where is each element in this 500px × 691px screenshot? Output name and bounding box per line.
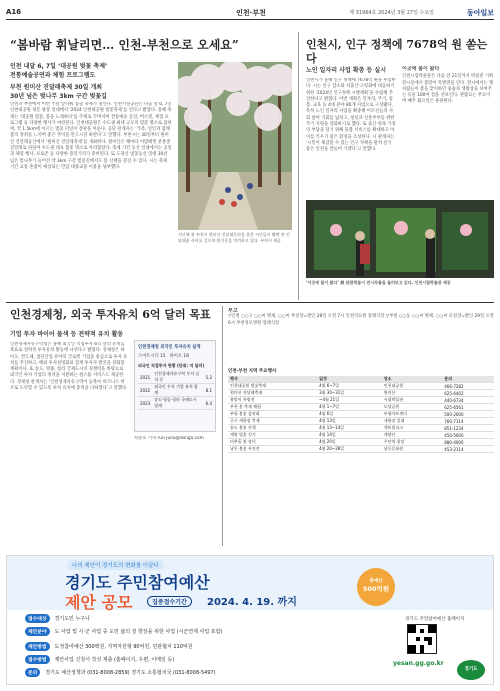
ad-row-value: 경기도 예산정책과 (031-8008-2859) 경기도 소통협치국 (031-8008-5497): [45, 670, 216, 676]
ad-row-label: 접수방법: [25, 655, 50, 664]
article3-body: 인천경제자유구역청은 올해 외국인 직접투자 6억 달러 유치를 목표로 전략적 투자유치 활동에 나선다고 밝혔다. 경제청은 바이오, 반도체, 첨단산업 분야의 글로벌 기업을 중심으로 투자 유치를 추진하고, 해외 투자설명회와 잠재 투자자 발굴을 강화할 계획이다. 또 송도, 영종, 청라 국제도시의 경쟁력을 바탕으로 외국인 투자 기업의 정착을 지원하는 원스톱 서비스도 제공한다. 경제청 관계자는 ‘인천경제자유구역이 동북아 비즈니스 허브로 도약할 수 있도록 투자 유치에 총력을 다하겠다’고 말했다.: [10, 342, 128, 392]
article3-headline: 인천경제청, 외국 투자유치 6억 달러 목표: [10, 308, 211, 321]
info-desc: 외국인 투자 기업 유치 합계: [152, 384, 203, 397]
table-cell: 계양산: [382, 432, 442, 439]
exhibition-photo: [306, 200, 494, 278]
obituaries: [228, 308, 494, 356]
info-box-stats: [135, 353, 215, 359]
table-row: [228, 418, 494, 425]
ad-row: [25, 642, 193, 651]
table-cell: 625-6561: [442, 404, 494, 411]
info-year: 2021: [138, 371, 152, 384]
table-cell: 시립박물관: [382, 397, 442, 404]
ad-row-value: 제안사업 신청서 작성 제출 (홈페이지, 우편, 이메일 등): [54, 657, 175, 663]
news-brief-body: 인천시립박물관은 다음 달 21일까지 박물관 기획전시실에서 봄맞이 특별전을 연다. 전시에서는 옛 사람들이 봄을 맞이하던 풍습과 생활상을 보여주는 유물 100여 점을 선보인다. 관람료는 무료이며 매주 월요일은 휴관한다.: [402, 74, 494, 105]
table-cell: 도당공원: [382, 404, 442, 411]
table-cell: 500-2000: [442, 411, 494, 418]
ad-badge-amount: 500억원: [362, 585, 390, 593]
info-value: 5.2: [204, 371, 214, 384]
table-cell: 남동문화원: [382, 446, 442, 453]
table-row: [228, 425, 494, 432]
info-desc: 인천경제자유구역 투자 실적 등: [152, 371, 203, 384]
table-cell: 미추홀 봄 장터: [228, 439, 317, 446]
article2-headline: 인천시, 인구 정책에 7678억 원 쏟는다: [306, 38, 488, 65]
advertisement: [6, 555, 494, 685]
ad-row: [25, 614, 90, 623]
ad-badge-label: 총예산: [369, 579, 383, 584]
table-header: 일정: [317, 376, 382, 383]
ad-title-line1: 경기도 주민참여예산: [65, 573, 210, 592]
events-table-block: [228, 368, 494, 453]
info-stat: 바이오 18: [169, 354, 189, 359]
issue-date: 제 31964호 2024년 3월 27일 수요일: [349, 10, 434, 16]
article2-subhead: 노인 일자리 사업 확충 등 실시: [306, 67, 386, 74]
table-cell: 부평아트센터: [382, 411, 442, 418]
qr-code-icon[interactable]: [407, 624, 437, 654]
page-number: A16: [6, 8, 22, 16]
table-row: [228, 397, 494, 404]
table-row: [228, 439, 494, 446]
ad-title-line2: 제안 공모: [65, 593, 133, 612]
table-cell: 인천대공원 벚꽃축제: [228, 383, 317, 390]
section-divider: [6, 302, 494, 303]
obituaries-body: ▽인천 ○○구 ○○씨 별세, ○○씨 부친상=발인 28일 오전 7시 인천의료원 장례식장 ▽부천 ○○동 ○○씨 별세, ○○씨 모친상=발인 29일 오전 6시 부천성모병원 장례식장: [228, 314, 494, 326]
ad-tagline: 나의 제안이 경기도의 변화를 이끌다: [67, 560, 164, 570]
table-cell: 453-2114: [442, 446, 494, 453]
info-value: 6.4: [204, 397, 214, 410]
ad-row-label: 제안분야: [25, 627, 50, 636]
article3-subhead: 기업 투자 바이어 물색 등 전략적 유치 활동: [10, 331, 124, 338]
table-cell: 부천 꽃 축제 체험: [228, 404, 317, 411]
events-table: [228, 376, 494, 453]
investment-info-box: [134, 340, 216, 432]
article1-body: 인천과 부천에서 이번 주말 앞다퉈 봄꽃 축제가 열린다. 인천시설공단은 다음 달 6, 7일 인천대공원 정문 광장 일대에서 ‘2024 인천대공원 벚꽃축제’를 연다고 밝혔다. 올해 축제는 ‘대공원 벚꽃, 봄을 노래하다’를 주제로 꾸며지며 전통예술 공연, 버스킹, 체험 프로그램 등 다양한 행사가 마련된다. 인천대공원은 수도권 최대 규모의 벚꽃 명소로 꼽히며, 약 1.5km에 이르는 벚꽃 터널이 장관을 이룬다. 공단 관계자는 ‘가족, 연인과 함께 봄의 정취를 느끼며 좋은 추억을 만드시길 바란다’고 말했다. 부천시는 30일부터 원미산 진달래동산에서 ‘원미산 진달래축제’를 개최한다. 원미산은 해마다 이맘때면 분홍빛 진달래로 뒤덮여 수도권 대표 봄꽃 명소로 자리잡았다. 축제 기간 동산 일대에서는 공연과 체험 행사, 포토존 등 다양한 즐길거리가 준비된다. 또 도당산 벚꽃동산 일대 30년 넘은 벚나무가 늘어선 약 3km 구간 벚꽃길에서도 봄 산책을 즐길 수 있다. 시는 축제 기간 교통 혼잡이 예상되는 만큼 대중교통 이용을 당부했다.: [10, 102, 172, 170]
ad-row: [25, 655, 174, 664]
ad-budget-badge: [357, 568, 395, 606]
article1-subheads: [10, 62, 170, 101]
page-header: [6, 8, 494, 20]
ad-period-value: 2024. 4. 19. 까지: [207, 597, 297, 608]
ad-row: [25, 627, 222, 636]
article2-body: 인천시가 올해 인구 정책에 7678억 원을 투입한다. 시는 인구 감소와 저출산·고령화에 대응하기 위한 ‘2024년 인구정책 시행계획’을 수립해 추진한다고 밝혔다. 이번 계획은 일자리, 주거, 돌봄, 교육 등 4대 분야 80개 사업으로 구성됐다. 특히 노인 일자리 사업을 확충해 어르신들의 사회 참여 기회를 넓히고, 청년과 신혼부부를 위한 주거 지원을 강화하기로 했다. 또 출산·양육 가정의 부담을 덜기 위해 돌봄 서비스를 확대하고 아이를 키우기 좋은 환경을 조성한다. 시 관계자는 ‘시민이 체감할 수 있는 인구 정책을 펼쳐 살기 좋은 인천을 만들어 가겠다’고 말했다.: [306, 78, 396, 153]
table-header: 행사: [228, 376, 317, 383]
table-cell: 4월 20일: [317, 439, 382, 446]
table-row: [228, 404, 494, 411]
table-cell: 주안역 광장: [382, 439, 442, 446]
table-cell: 625-6402: [442, 390, 494, 397]
events-table-title: 인천·부천 지역 주요행사: [228, 369, 277, 374]
article1-photo-caption: 지난해 봄 부천시 원미산 진달래동산을 찾은 시민들이 활짝 핀 진달래꽃 사이를 걸으며 봄기운을 만끽하고 있다. 부천시 제공: [178, 232, 290, 243]
cherry-blossom-photo: [178, 62, 292, 230]
ad-row-label: 제안방법: [25, 642, 50, 651]
ad-row: [25, 668, 216, 677]
column-divider: [298, 32, 299, 300]
info-year: 2023: [138, 397, 152, 410]
table-cell: 봄맞이 특별전: [228, 397, 317, 404]
table-header: 장소: [382, 376, 442, 383]
table-row: [228, 432, 494, 439]
article1-headline: “봄바람 휘날리면… 인천-부천으로 오세요”: [10, 38, 239, 52]
table-cell: 851-1234: [442, 425, 494, 432]
article1-subhead: 부천 원미산 진달래축제 30일 개최: [10, 84, 103, 91]
table-cell: 부평 봄꽃 음악회: [228, 411, 317, 418]
table-cell: 송도 봄꽃 산책: [228, 425, 317, 432]
table-row: [228, 383, 494, 390]
ad-period-label: 집중접수기간: [147, 596, 192, 607]
info-desc: 송도·영종·청라 국제도시 합계: [152, 397, 203, 410]
table-header: 문의: [442, 376, 494, 383]
article1-subhead: 30년 넘은 벚나무 3km 구간 벚꽃길: [10, 93, 107, 100]
table-cell: 원미산 진달래축제: [228, 390, 317, 397]
table-cell: 4월 14일: [317, 432, 382, 439]
info-box-chart-title: 외국인 직접투자 현황 (단위: 억 달러): [138, 363, 205, 368]
table-row: [138, 397, 214, 410]
ad-row-value: 도정참여예산 300백원, 지역자원형 90억원, 민관협치 110억원: [54, 644, 193, 650]
table-cell: ~4월 21일: [317, 397, 382, 404]
table-row: [228, 390, 494, 397]
table-cell: 4월 13일: [317, 418, 382, 425]
newspaper-logo: 동아일보: [466, 8, 494, 17]
info-stat: 스마트시티 15: [138, 354, 166, 359]
ad-row-label: 접수대상: [25, 614, 50, 623]
ad-row-value: 경기도민 누구나: [54, 616, 90, 622]
table-cell: 440-6734: [442, 397, 494, 404]
table-cell: 466-7282: [442, 383, 494, 390]
table-cell: 760-7114: [442, 418, 494, 425]
ad-row-value: 도 사업 및 시·군 사업 중 도민 삶의 질 향상을 위한 사업 (시군연계 사업 포함): [54, 629, 223, 635]
table-cell: 4월 20~28일: [317, 446, 382, 453]
ad-row-label: 문의: [25, 668, 40, 677]
column-divider: [222, 306, 223, 546]
info-year: 2022: [138, 384, 152, 397]
gyeonggi-logo: 경기도: [457, 660, 485, 680]
info-value: 8.1: [204, 384, 214, 397]
table-cell: 3월 30~31일: [317, 390, 382, 397]
table-row: [138, 371, 214, 384]
table-row: [228, 411, 494, 418]
ad-url[interactable]: yesan.gg.go.kr: [393, 660, 444, 667]
obituaries-title: 부고: [228, 308, 238, 314]
table-cell: 개항장 일대: [382, 418, 442, 425]
table-cell: 인천대공원: [382, 383, 442, 390]
section-title: 인천·부천: [236, 9, 266, 17]
news-brief-title: 이곳에 봄이 왔다: [402, 66, 440, 72]
exhibition-photo-caption: ‘이곳에 봄이 왔다’ 展 관람객들이 전시작품을 둘러보고 있다. 인천시립박물관 제공: [306, 280, 451, 285]
news-brief: [402, 66, 494, 198]
info-box-table: [138, 371, 214, 410]
table-cell: 450-5000: [442, 432, 494, 439]
ad-qr-caption: 경기도 주민참여예산 홈페이지: [405, 617, 465, 622]
info-box-title: 인천경제청 외국인 투자유치 실적: [138, 345, 201, 350]
table-cell: 남동 봄꽃 사진전: [228, 446, 317, 453]
table-row: [228, 446, 494, 453]
article3-body-continued: [134, 436, 216, 536]
article3-byline: 차준호 기자 run-juno@donga.com: [134, 436, 204, 441]
table-cell: 4월 6일: [317, 411, 382, 418]
article1-subhead: 전통예술공연과 체험 프로그램도: [10, 72, 96, 79]
article1-subhead: 인천 내달 6, 7일 ‘대공원 벚꽃 축제’: [10, 63, 108, 70]
table-cell: 중구 개항장 축제: [228, 418, 317, 425]
table-row: [138, 384, 214, 397]
table-cell: 계양 벚꽃 걷기: [228, 432, 317, 439]
table-cell: 원미산: [382, 390, 442, 397]
table-cell: 4월 13~14일: [317, 425, 382, 432]
table-cell: 4월 1~7일: [317, 404, 382, 411]
table-cell: 880-4000: [442, 439, 494, 446]
table-cell: 4월 6~7일: [317, 383, 382, 390]
table-cell: 센트럴파크: [382, 425, 442, 432]
